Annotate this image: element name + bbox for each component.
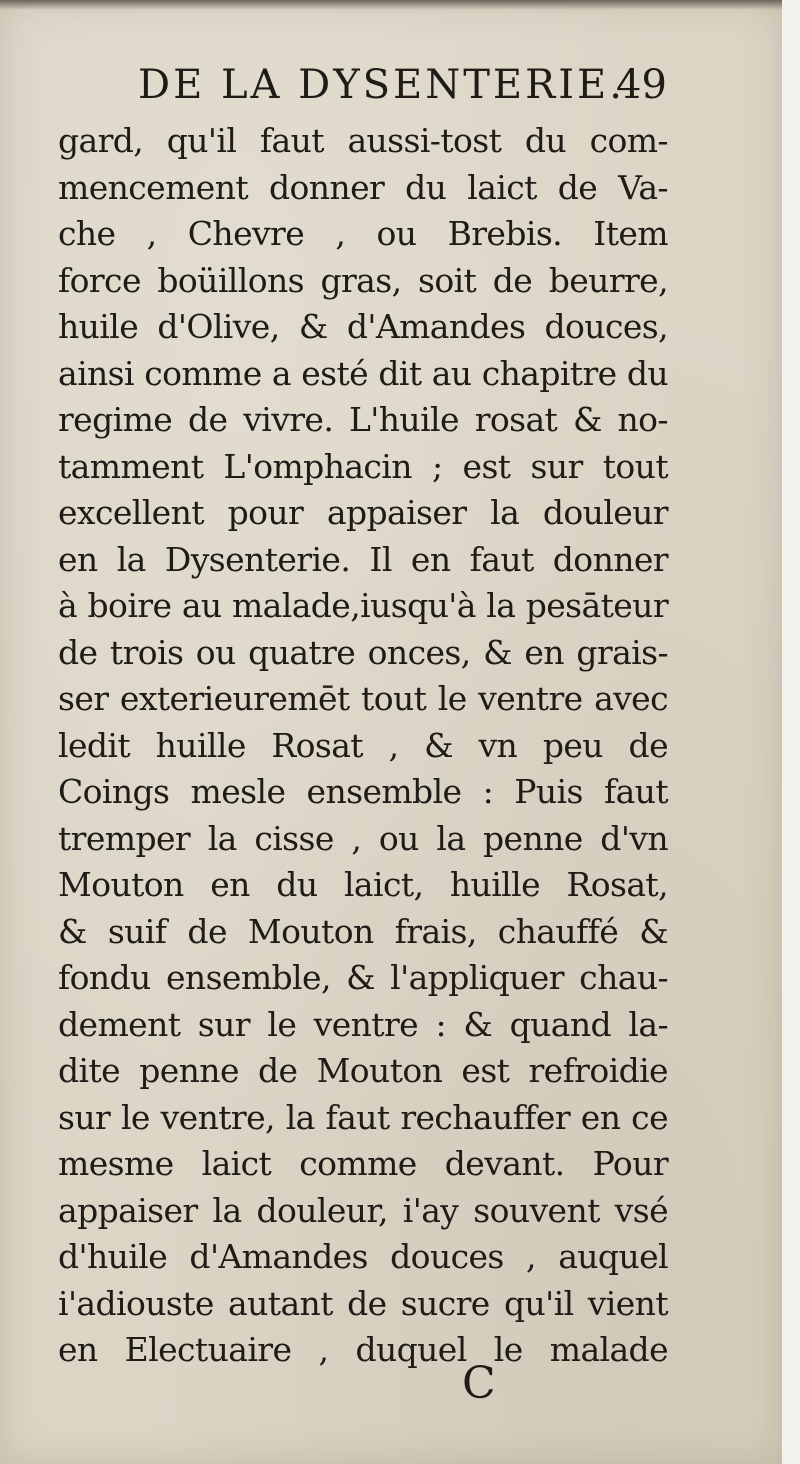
text-line: huile d'Olive, & d'Amandes douces, [58,307,668,346]
text-line: tremper la cisse , ou la penne d'vn [58,818,668,858]
text-line: dite penne de Mouton est refroidie [58,1051,668,1090]
text-line: regime de vivre. L'huile rosat & no- [58,400,668,439]
text-line: & suif de Mouton frais, chauffé & [58,911,668,951]
text-line: d'huile d'Amandes douces , auquel [58,1237,668,1276]
text-line: ser exterieuremēt tout le ventre avec [58,679,668,718]
text-line: en Electuaire , duquel le malade [58,1330,668,1369]
text-line: ledit huille Rosat , & vn peu de [58,725,668,765]
text-line: tamment L'omphacin ; est sur tout [58,446,668,486]
page-top-edge [0,0,782,10]
text-line: excellent pour appaiser la douleur [58,493,668,532]
signature-mark: C [462,1358,496,1409]
text-line: en la Dysenterie. Il en faut donner [58,539,668,579]
scan-margin [782,0,800,1464]
text-line: Coings mesle ensemble : Puis faut [58,772,668,811]
text-line: che , Chevre , ou Brebis. Item [58,214,668,253]
text-line: fondu ensemble, & l'appliquer chau- [58,958,668,997]
text-line: sur le ventre, la faut rechauffer en ce [58,1097,668,1137]
text-line: mesme laict comme devant. Pour [58,1144,668,1183]
page-number: 49 [616,62,667,108]
text-line: à boire au malade,iusqu'à la pesāteur [58,586,668,625]
text-line: ainsi comme a esté dit au chapitre du [58,353,668,393]
text-line: mencement donner du laict de Va- [58,167,668,207]
text-line: Mouton en du laict, huille Rosat, [58,865,668,904]
text-line: i'adiouste autant de sucre qu'il vient [58,1283,668,1323]
text-line: gard, qu'il faut aussi-tost du com- [58,121,668,160]
body-text [58,118,668,1374]
text-line: dement sur le ventre : & quand la- [58,1004,668,1044]
text-line: appaiser la douleur, i'ay souvent vsé [58,1190,668,1230]
running-head [0,62,782,122]
running-head-title: DE LA DYSENTERIE. [138,62,625,108]
text-line: force boüillons gras, soit de beurre, [58,260,668,300]
text-line: de trois ou quatre onces, & en grais- [58,632,668,672]
